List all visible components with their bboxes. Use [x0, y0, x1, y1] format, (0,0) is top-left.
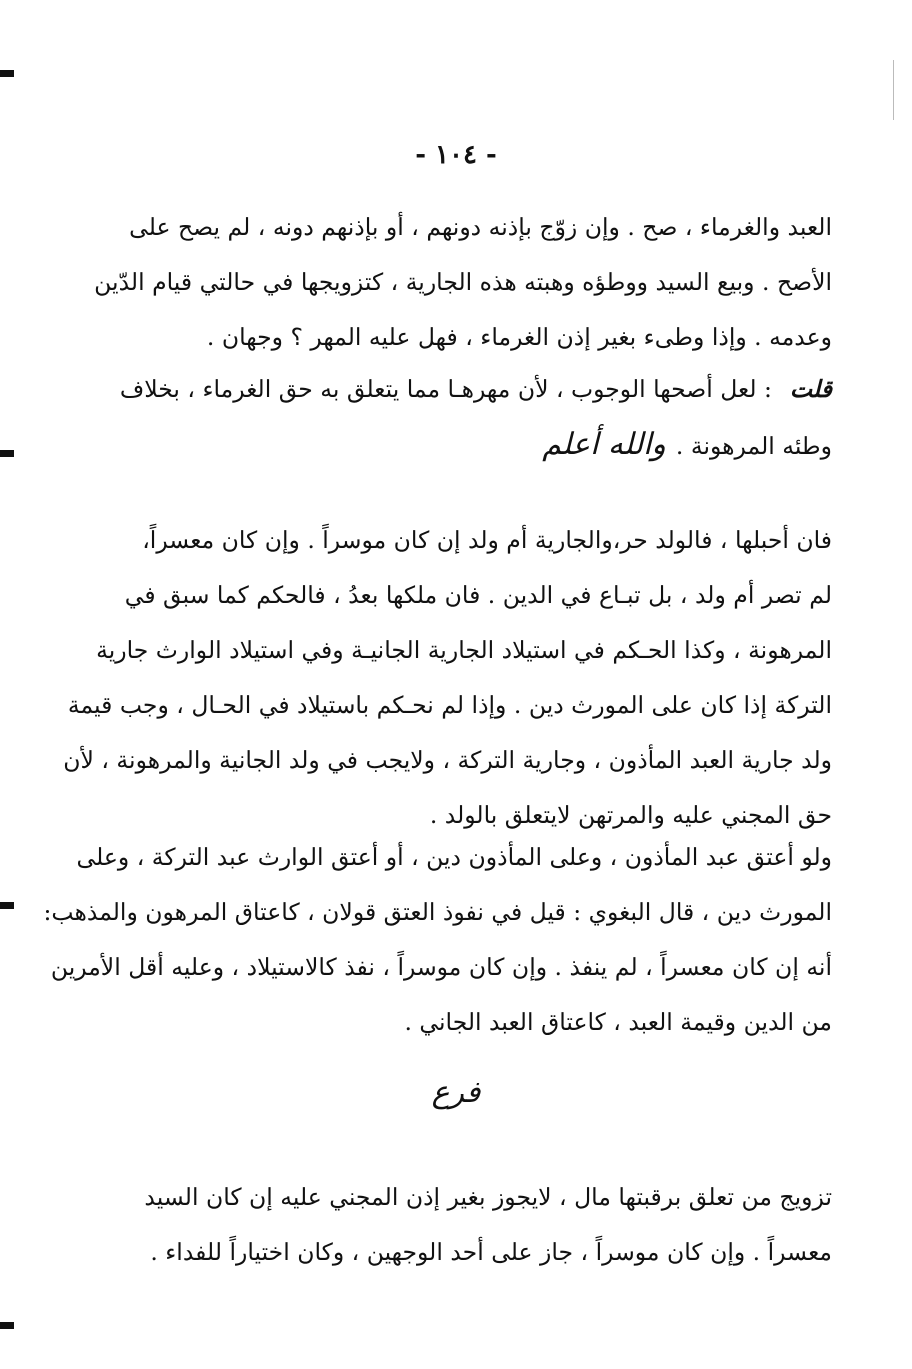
text-line: من الدين وقيمة العبد ، كاعتاق العبد الجاني . — [404, 1008, 832, 1036]
paragraph-2 — [63, 513, 832, 843]
text-line: المرهونة ، وكذا الحـكم في استيلاد الجارية الجانيـة وفي استيلاد الوارث جارية — [96, 636, 832, 664]
paragraph-4 — [102, 1170, 832, 1280]
scan-artifact-rule — [893, 60, 894, 120]
handwritten-note: والله أعلم — [542, 427, 666, 462]
text-line: ولو أعتق عبد المأذون ، وعلى المأذون دين ، أو أعتق الوارث عبد التركة ، وعلى — [76, 843, 832, 871]
text-line: أنه إن كان معسراً ، لم ينفذ . وإن كان موسراً ، نفذ كالاستيلاد ، وعليه أقل الأمرين — [50, 953, 832, 981]
text-line: المورث دين ، قال البغوي : قيل في نفوذ العتق قولان ، كاعتاق المرهون والمذهب: — [43, 898, 832, 926]
text-line: العبد والغرماء ، صح . وإن زوّج بإذنه دونهم ، أو بإذنهم دونه ، لم يصح على — [129, 213, 832, 241]
edge-binding-mark — [0, 1322, 14, 1329]
qult-line — [102, 362, 832, 417]
edge-binding-mark — [0, 450, 14, 457]
paragraph-1 — [94, 200, 832, 365]
text-line: الأصح . وبيع السيد ووطؤه وهبته هذه الجارية ، كتزويجها في حالتي قيام الدّين — [94, 268, 832, 296]
text-line: حق المجني عليه والمرتهن لايتعلق بالولد . — [429, 801, 832, 829]
text-line: ولد جارية العبد المأذون ، وجارية التركة ، ولايجب في ولد الجانية والمرهونة ، لأن — [63, 746, 832, 774]
qult-note — [102, 362, 832, 472]
text-line: وطئه المرهونة . — [675, 432, 832, 460]
page-number: - ١٠٤ - — [415, 140, 497, 170]
edge-binding-mark — [0, 70, 14, 77]
paragraph-3 — [43, 830, 832, 1050]
qult-label: قلت — [789, 375, 832, 403]
text-line: : لعل أصحها الوجوب ، لأن مهرهـا مما يتعلق به حق الغرماء ، بخلاف — [119, 375, 772, 403]
text-line: لم تصر أم ولد ، بل تبـاع في الدين . فان ملكها بعدُ ، فالحكم كما سبق في — [124, 581, 832, 609]
edge-binding-mark — [0, 902, 14, 909]
qult-line — [102, 417, 832, 472]
section-heading: فرع — [431, 1075, 481, 1110]
text-line: فان أحبلها ، فالولد حر،والجارية أم ولد إن كان موسراً . وإن كان معسراً، — [142, 526, 832, 554]
text-line: وعدمه . وإذا وطىء بغير إذن الغرماء ، فهل عليه المهر ؟ وجهان . — [206, 323, 832, 351]
text-line: معسراً . وإن كان موسراً ، جاز على أحد الوجهين ، وكان اختياراً للفداء . — [150, 1238, 832, 1266]
text-line: التركة إذا كان على المورث دين . وإذا لم نحـكم باستيلاد في الحـال ، وجب قيمة — [67, 691, 832, 719]
text-line: تزويج من تعلق برقبتها مال ، لايجوز بغير إذن المجني عليه إن كان السيد — [144, 1183, 832, 1211]
